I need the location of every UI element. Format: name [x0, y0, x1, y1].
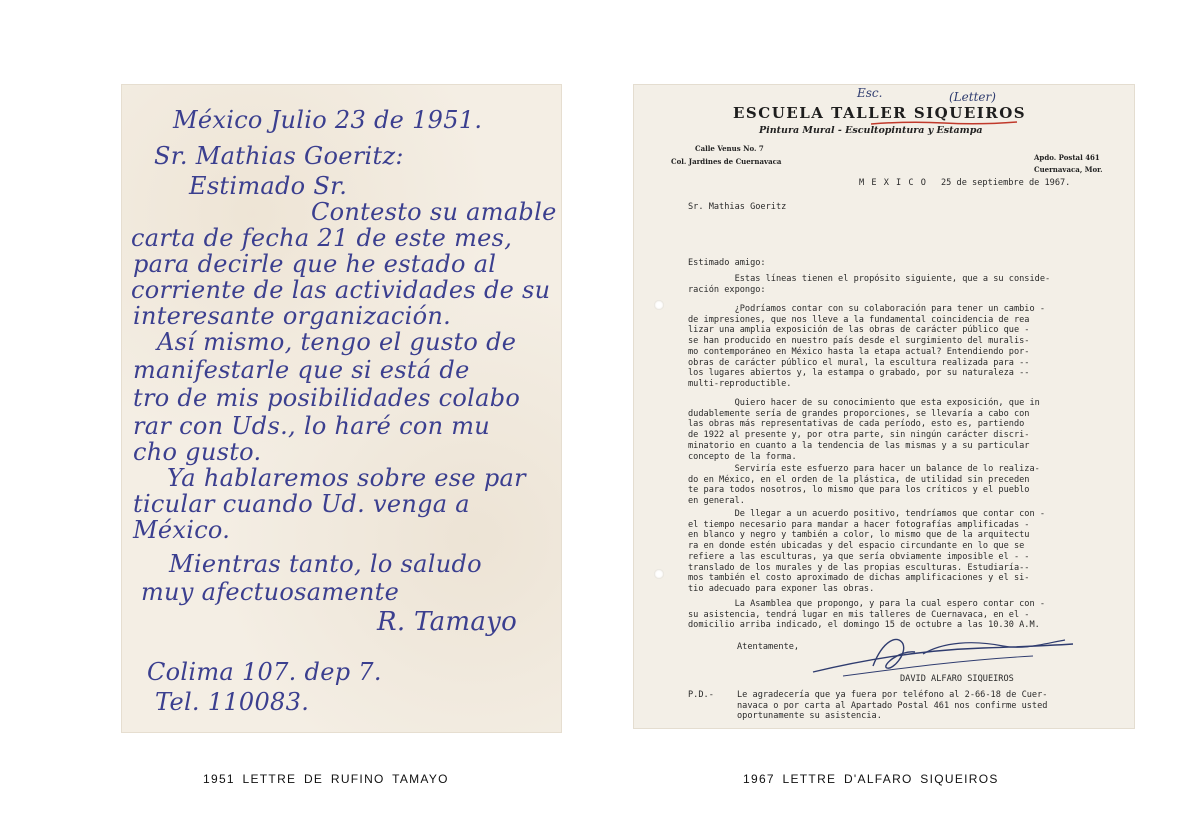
tamayo-letter-image [121, 84, 562, 733]
letter-paragraph: Serviría este esfuerzo para hacer un balance de lo realiza- do en México, en el orden de la plástica, de utilidad sin preceden te para todos nosotros, lo mismo que para los críticos y el pueblo en general. [688, 464, 1040, 507]
letter-line: México. [133, 516, 231, 544]
letter-place: M E X I C O [859, 178, 927, 188]
letter-line: Contesto su amable [311, 198, 557, 226]
caption-tamayo: 1951 LETTRE DE RUFINO TAMAYO [203, 772, 449, 786]
address-street: Calle Venus No. 7 [695, 144, 764, 153]
letter-line: rar con Uds., lo haré con mu [133, 412, 491, 440]
letter-line: manifestarle que si está de [133, 356, 470, 384]
letter-date-line: México Julio 23 de 1951. [173, 106, 483, 134]
letter-paragraph: Quiero hacer de su conocimiento que esta exposición, que in dudablemente sería de grandes proporciones, se llevaría a cabo con las obras más representativas de cada período, esto es, partiendo de 1922 al presente y, por otra parte, sin ningún carácter discri- minatorio en cuanto a la tendencia de las mismas y a su particular concepto de la forma. [688, 398, 1040, 462]
letter-line: muy afectuosamente [141, 578, 400, 606]
address-colony: Col. Jardines de Cuernavaca [671, 157, 782, 166]
letter-address: Colima 107. dep 7. [147, 658, 382, 686]
siqueiros-signature [803, 630, 1083, 680]
letterhead-subtitle: Pintura Mural - Escultopintura y Estampa [759, 125, 983, 136]
pen-annotation: (Letter) [949, 90, 996, 104]
letter-paragraph: Estas líneas tienen el propósito siguiente, que a su conside- ración expongo: [688, 274, 1051, 295]
address-po-box: Apdo. Postal 461 [1034, 153, 1100, 162]
letter-recipient: Sr. Mathias Goeritz [688, 202, 787, 212]
letter-paragraph: La Asamblea que propongo, y para la cual espero contar con - su asistencia, tendrá lugar en mis talleres de Cuernavaca, en el - domicilio arriba indicado, el domingo 15 de octubre a las 10.30 A.M. [688, 599, 1045, 631]
letter-paragraph: De llegar a un acuerdo positivo, tendríamos que contar con - el tiempo necesario para mandar a hacer fotografías amplificadas - en blanco y negro y también a color, lo mismo que de la arquitectu ra en donde estén ubicadas y del espacio circundante en lo que se refiere a las esculturas, ya que sería obviamente imposible el - - translado de los murales y de las propias esculturas. Estudiaría-- mos también el costo aproximado de dichas amplificaciones y el si- tio adecuado para exponer las obras. [688, 509, 1045, 594]
letter-recipient: Sr. Mathias Goeritz: [154, 142, 404, 170]
punch-hole [654, 300, 664, 310]
letter-line: interesante organización. [133, 302, 452, 330]
caption-siqueiros: 1967 LETTRE D'ALFARO SIQUEIROS [743, 772, 999, 786]
letter-line: Así mismo, tengo el gusto de [157, 328, 517, 356]
letter-line: tro de mis posibilidades colabo [133, 384, 521, 412]
letter-closing: Atentamente, [737, 642, 800, 652]
postscript-text: Le agradecería que ya fuera por teléfono al 2-66-18 de Cuer- navaca o por carta al Apartado Postal 461 nos confirme usted oportunamente su asistencia. [737, 690, 1048, 722]
siqueiros-letter-image [633, 84, 1135, 729]
letter-line: carta de fecha 21 de este mes, [131, 224, 513, 252]
letter-salutation: Estimado amigo: [688, 258, 766, 268]
letter-phone: Tel. 110083. [155, 688, 310, 716]
letter-paragraph: ¿Podríamos contar con su colaboración para tener un cambio - de impresiones, que nos lleve a la fundamental coincidencia de rea lizar una amplia exposición de las obras de carácter público que - se han producido en nuestro país desde el surgimiento del muralis- mo contemporáneo en México hasta la etapa actual? Entendiendo por- obras de carácter público el mural, la escultura realizada para -- los lugares abiertos y, la estampa o grabado, por su naturaleza -- multi-reproductible. [688, 304, 1045, 389]
address-city: Cuernavaca, Mor. [1034, 165, 1103, 174]
letter-line: para decirle que he estado al [133, 250, 497, 278]
letter-line: cho gusto. [133, 438, 262, 466]
signature-name: DAVID ALFARO SIQUEIROS [900, 674, 1014, 684]
pen-annotation: Esc. [857, 86, 883, 100]
letterhead-title: ESCUELA TALLER SIQUEIROS [733, 104, 1027, 122]
letter-salutation: Estimado Sr. [189, 172, 348, 200]
letter-line: Ya hablaremos sobre ese par [167, 464, 526, 492]
punch-hole [654, 569, 664, 579]
letter-line: corriente de las actividades de su [131, 276, 551, 304]
postscript-label: P.D.- [688, 690, 714, 700]
letter-date: 25 de septiembre de 1967. [941, 178, 1071, 188]
letter-line: ticular cuando Ud. venga a [133, 490, 470, 518]
letter-line: Mientras tanto, lo saludo [169, 550, 482, 578]
tamayo-signature: R. Tamayo [377, 607, 518, 637]
